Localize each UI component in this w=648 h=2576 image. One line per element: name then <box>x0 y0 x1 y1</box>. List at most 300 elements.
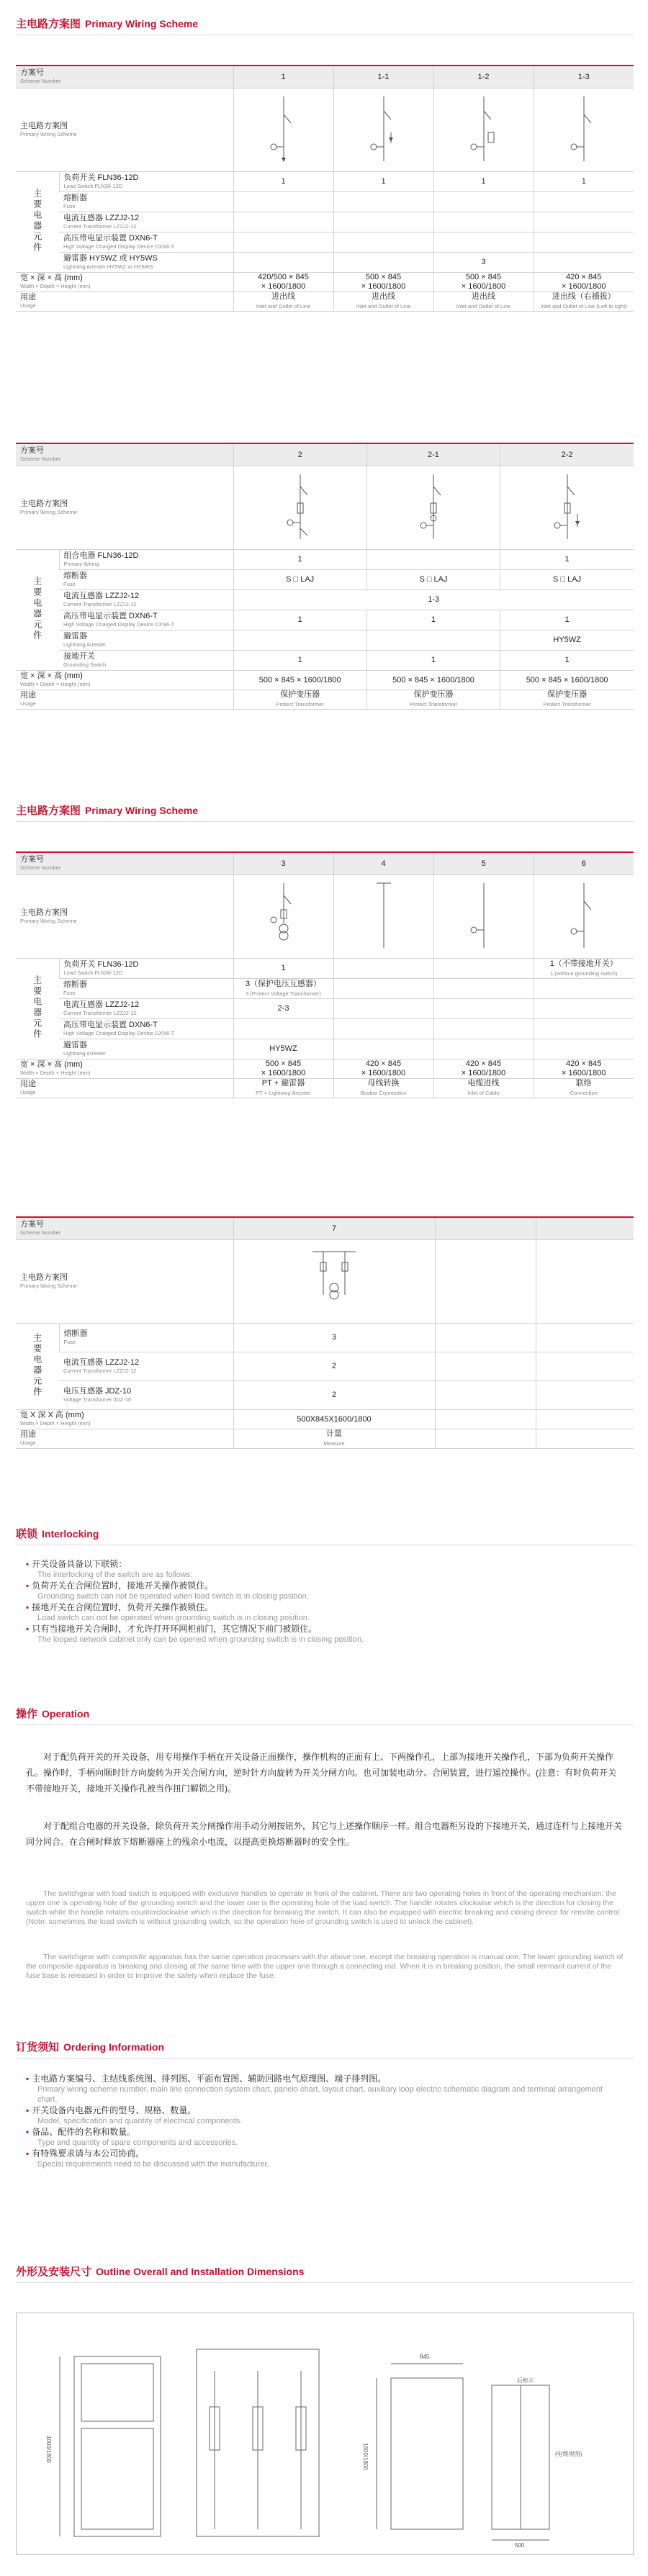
text-span: 电流互感器 LZZJ2-12 <box>63 1357 140 1367</box>
scheme-number: 1-3 <box>534 65 634 89</box>
wiring-diagram-icon <box>362 880 405 952</box>
scheme-number: 2-2 <box>500 443 634 466</box>
text-span: High Voltage Charged Display Device DXN6-T <box>63 620 175 628</box>
table-cell <box>433 979 534 999</box>
table-row <box>16 1352 634 1381</box>
text-span: 有特殊要求请与本公司协商。 <box>32 2148 145 2159</box>
table-cell <box>333 1039 433 1059</box>
text-span: 主电路方案图 <box>20 121 68 130</box>
text-span: Scheme Number <box>20 864 61 871</box>
table-cell <box>233 292 333 312</box>
text-span: Scheme Number <box>20 78 61 84</box>
table-cell <box>233 1019 333 1039</box>
table-cell <box>433 1079 534 1098</box>
table-cell <box>534 999 634 1019</box>
list-item <box>26 1623 624 1635</box>
text-span: Protect Transformer <box>543 701 591 708</box>
wiring-diagram <box>433 89 534 172</box>
table-cell <box>333 1019 433 1039</box>
table-cell <box>233 232 333 253</box>
dim-label: 1600/1800 <box>362 2443 369 2470</box>
table-cell <box>534 1039 634 1059</box>
table-cell <box>16 1217 233 1240</box>
table-cell <box>233 979 333 999</box>
text-span: Width × Depth × Height (mm) <box>20 681 91 687</box>
text-span: Fuse <box>63 989 76 996</box>
table-cell <box>233 192 333 212</box>
list-item <box>26 2126 624 2138</box>
list-item <box>26 1580 624 1591</box>
text-span: 母线转换 <box>367 1079 400 1088</box>
table-row <box>16 292 634 312</box>
table-cell <box>59 550 233 570</box>
text-span: Load Switch FLN36-12D <box>63 969 123 976</box>
table-cell <box>59 232 233 253</box>
text-span: 宽 × 深 × 高 (mm) <box>20 672 83 680</box>
table-cell <box>500 690 634 710</box>
text-span: 电流互感器 LZZJ2-12 <box>63 213 140 222</box>
text-span: 避雷器 <box>63 1040 87 1049</box>
dim-label: 500 <box>515 2542 525 2549</box>
table-cell: 500 × 845 × 1600/1800 <box>233 1059 333 1079</box>
table-cell <box>536 1381 634 1410</box>
table-cell <box>59 1039 233 1059</box>
table-cell <box>435 1352 536 1381</box>
wiring-diagram <box>333 89 433 172</box>
table-cell <box>59 590 233 610</box>
table-row <box>16 631 634 651</box>
table-cell: 500 × 845 × 1600/1800 <box>333 273 433 292</box>
text-span: 进出线 <box>472 292 495 301</box>
text-span: 负荷开关 FLN36-12D <box>63 173 139 182</box>
text-span: Scheme Number <box>20 456 61 462</box>
table-row <box>16 192 634 212</box>
text-span: Fuse <box>63 580 76 587</box>
table-row <box>16 253 634 273</box>
text-span: Interlocking <box>42 1528 99 1540</box>
wiring-diagram-icon <box>562 93 606 165</box>
table-cell <box>435 1429 536 1449</box>
table-cell: 420 × 845 × 1600/1800 <box>333 1059 433 1079</box>
table-cell <box>59 610 233 631</box>
table-row <box>16 1079 634 1098</box>
table-cell: 3 <box>233 1324 435 1352</box>
table-row <box>16 466 634 550</box>
table-row <box>16 1039 634 1059</box>
table-cell <box>433 959 534 979</box>
text-span: 宽 × 深 × 高 (mm) <box>20 274 83 282</box>
table-cell: 1 <box>366 651 500 671</box>
table-row <box>16 273 634 292</box>
table-row <box>16 1217 634 1240</box>
scheme-number: 1-2 <box>433 65 534 89</box>
operation-paragraph-2: 对于配组合电器的开关设备，除负荷开关分闸操作用手动分闸按钮外，其它与上述操作顺序一样。组合电器柜另设的下接地开关，通过连杆与上接地开关同分同合。在合闸时释放下熔断器座上的残余小电流，以提高更换熔断器时的安全性。 <box>26 1821 623 1847</box>
table-row <box>16 1240 634 1324</box>
interlock-list <box>26 1558 624 1645</box>
table-cell <box>16 172 59 273</box>
table-cell <box>59 1324 233 1352</box>
text-span: Scheme Number <box>20 1229 61 1236</box>
scheme-number: 6 <box>534 852 634 875</box>
table-cell <box>536 1324 634 1352</box>
table-row <box>16 852 634 875</box>
text-span: 用途 <box>20 1430 36 1439</box>
table-cell <box>534 1019 634 1039</box>
text-span: PT + Lightning Arrester <box>256 1090 311 1096</box>
section-title-interlocking <box>16 1526 99 1541</box>
table-cell <box>534 232 634 253</box>
table-row <box>16 1059 634 1079</box>
dim-label: (电缆视图) <box>555 2451 582 2457</box>
table-cell <box>59 570 233 590</box>
text-span: Width × Depth × Height (mm) <box>20 1420 91 1427</box>
table-cell <box>536 1240 634 1324</box>
table-cell <box>233 253 333 273</box>
table-row <box>16 875 634 959</box>
scheme-number: 7 <box>233 1217 435 1240</box>
text-span: ▪ <box>26 2127 30 2137</box>
table-cell: 1 <box>500 610 634 631</box>
table-cell: 1 <box>233 172 333 192</box>
wiring-diagram-icon <box>546 471 589 543</box>
operation-paragraph-1: 对于配负荷开关的开关设备，用专用操作手柄在开关设备正面操作，操作机构的正面有上、下两操作孔，上部为接地开关操作孔，下部为负荷开关操作孔。操作时，手柄向顺时针方向旋转为开关合闸方向，逆时针方向旋转为开关分闸方向。也可加装电动分、合闸装置，进行遥控操作。(注意：有时负荷开关不带接地开关，接地开关操作孔被当作扭门解锁之用)。 <box>26 1752 617 1794</box>
scheme-number: 1 <box>233 65 333 89</box>
text-span: 主电路方案图 <box>16 805 81 817</box>
table-cell <box>16 89 233 172</box>
wiring-diagram-icon <box>262 93 305 165</box>
text-span: 进出线 <box>372 292 395 301</box>
table-cell <box>233 1079 333 1098</box>
wiring-table-3 <box>16 851 634 1098</box>
table-cell <box>16 1079 233 1098</box>
table-cell: HY5WZ <box>500 631 634 651</box>
text-span: 备品、配件的名称和数量。 <box>32 2127 136 2137</box>
table-row <box>16 212 634 232</box>
list-item-en: Primary wiring scheme number, main line connection system chart, panelo chart, layout chart, auxiliary loop electric schematic diagram and terminal arrangement chart. <box>37 2085 603 2104</box>
wiring-diagram-icon <box>302 1244 366 1316</box>
wiring-table-1 <box>16 65 634 312</box>
wiring-diagram-icon <box>462 880 505 952</box>
table-cell <box>16 852 233 875</box>
text-span: ▪ <box>26 1559 30 1569</box>
wiring-diagram <box>534 875 634 959</box>
table-row <box>16 1410 634 1429</box>
scheme-number: 2 <box>233 443 366 466</box>
text-span: 用途 <box>20 293 36 302</box>
text-span: 开关设备具备以下联锁： <box>32 1559 127 1569</box>
text-span: 主电路方案编号、主结线系统图、排列图、平面布置图、辅助回路电气原理图、端子排列图。 <box>32 2074 387 2084</box>
list-item-en: Special requirements need to be discussed with the manufacturer. <box>37 2160 269 2169</box>
text-span: Primary Wiring Scheme <box>20 508 77 515</box>
text-span: Width × Depth × Height (mm) <box>20 283 91 289</box>
text-span: ▪ <box>26 2074 30 2084</box>
table-cell <box>16 1429 233 1449</box>
table-cell <box>333 212 433 232</box>
text-span: Usage <box>20 1089 36 1095</box>
text-span: 1（不带接地开关） <box>549 959 618 968</box>
text-span: 电缆进线 <box>467 1079 500 1088</box>
table-cell <box>435 1381 536 1410</box>
table-cell <box>59 253 233 273</box>
text-span: Voltage Transformer JDZ-10 <box>63 1396 132 1403</box>
table-cell <box>59 1019 233 1039</box>
table-cell <box>16 65 233 89</box>
table-row <box>16 671 634 690</box>
section-title-wiring-2 <box>16 803 198 818</box>
text-span: 熔断器 <box>63 1329 88 1338</box>
text-span: 订货须知 <box>16 2041 60 2053</box>
table-cell <box>16 443 233 466</box>
wiring-table-4 <box>16 1216 634 1449</box>
text-span: 保护变压器 <box>413 690 454 699</box>
ordering-list <box>26 2073 624 2169</box>
text-span: 接地开关在合闸位置时，负荷开关操作被锁住。 <box>32 1602 214 1612</box>
text-span: 熔断器 <box>63 571 87 580</box>
table-cell <box>59 979 233 999</box>
wiring-diagram <box>233 89 333 172</box>
table-row <box>16 590 634 610</box>
table-row <box>16 172 634 192</box>
text-span: Current Transformer LZZJ2-12 <box>63 1009 137 1016</box>
table-row <box>16 443 634 466</box>
scheme-number: 1-1 <box>333 65 433 89</box>
text-span: 避雷器 <box>63 631 87 641</box>
text-span: ▪ <box>26 2148 30 2159</box>
table-cell <box>333 232 433 253</box>
text-span: Lightning Arrester HY5WZ or HY5WS <box>63 263 153 270</box>
text-span: Inlet and Outlet of Line <box>456 303 511 309</box>
list-item-en: Grounding switch can not be operated when load switch is in closing position. <box>37 1592 309 1601</box>
table-cell <box>16 273 233 292</box>
text-span: 熔断器 <box>63 980 87 989</box>
table-cell: 1-3 <box>233 590 634 610</box>
table-row <box>16 610 634 631</box>
wiring-diagram-icon <box>279 471 322 543</box>
table-cell <box>333 1079 433 1098</box>
table-cell: 500 × 845 × 1600/1800 <box>233 671 366 690</box>
text-span: Current Transformer LZZJ2-12 <box>63 222 137 230</box>
table-cell <box>59 172 233 192</box>
component-group-label: 主要电器元件 <box>32 1333 42 1398</box>
table-cell <box>233 212 333 232</box>
table-cell: 1 <box>500 651 634 671</box>
table-cell <box>366 550 500 570</box>
table-cell <box>433 999 534 1019</box>
table-cell <box>366 690 500 710</box>
table-cell <box>59 651 233 671</box>
text-span: Load Switch FLN36-12D <box>63 182 123 189</box>
table-cell <box>16 1324 59 1410</box>
table-cell <box>534 292 634 312</box>
section-title-ordering <box>16 2039 164 2054</box>
text-span: 保护变压器 <box>547 690 588 699</box>
table-cell <box>433 192 534 212</box>
wiring-diagram <box>534 89 634 172</box>
table-cell: 2-3 <box>233 999 333 1019</box>
table-cell <box>433 1039 534 1059</box>
text-span: 1 (without grounding switch) <box>550 970 618 977</box>
section-title-operation <box>16 1706 89 1721</box>
text-span: 主电路方案图 <box>20 908 68 917</box>
text-span: 宽 × 深 × 高 (mm) <box>20 1060 83 1069</box>
wiring-diagram-icon <box>362 93 405 165</box>
table-cell <box>233 690 366 710</box>
table-cell <box>16 671 233 690</box>
text-span: Grounding Switch <box>63 661 107 668</box>
text-span: 组合电器 FLN36-12D <box>63 551 139 560</box>
text-span: 负荷开关在合闸位置时，接地开关操作被锁住。 <box>32 1581 214 1591</box>
text-span: Primary Wiring Scheme <box>85 805 199 816</box>
text-span: 开关设备内电器元件的型号、规格、数量。 <box>32 2105 197 2115</box>
table-row <box>16 1324 634 1352</box>
text-span: Current Transformer LZZJ2-12 <box>63 1367 137 1374</box>
table-cell <box>366 631 500 651</box>
text-span: Lightning Arrester <box>63 1049 106 1057</box>
component-group-label: 主要电器元件 <box>32 189 42 253</box>
table-cell <box>534 212 634 232</box>
scheme-number: 2-1 <box>366 443 500 466</box>
operation-paragraph-1-en: The switchgear with load switch is equipped with exclusive handles to operate in front of the cabinet. There are two operating holes in front of the operating mechanism: the upper one is operating hole of the grounding switch and the lower one is the operating hole of the load switch. The handle rotates clockwise which is the direction for closing the switch while the handle rotates counterclockwise which is the direction for breaking the switch. It can also be equipped with electric breaking and closing device for remote control. (Note: sometimes the load switch is without grounding switch, so the operation hole of grounding switch is used to unlock the cabinet). <box>26 1889 622 1926</box>
table-cell: HY5WZ <box>233 1039 333 1059</box>
table-cell <box>534 253 634 273</box>
text-span: Current Transformer LZZJ2-12 <box>63 600 137 607</box>
text-span: Operation <box>42 1708 90 1719</box>
table-cell <box>536 1410 634 1429</box>
table-cell <box>435 1410 536 1429</box>
table-row <box>16 570 634 590</box>
text-span: Connection <box>570 1090 598 1096</box>
table-cell: 1 <box>534 172 634 192</box>
section-title-en: Primary Wiring Scheme <box>85 18 199 30</box>
text-span: 保护变压器 <box>280 690 320 699</box>
scheme-number: 5 <box>433 852 534 875</box>
table-cell <box>435 1324 536 1352</box>
table-cell: 1 <box>233 610 366 631</box>
text-span: 主电路方案图 <box>20 1273 68 1282</box>
text-span: Protect Transformer <box>276 701 324 708</box>
text-span: 熔断器 <box>63 193 87 202</box>
table-cell: 1 <box>500 550 634 570</box>
table-cell <box>59 192 233 212</box>
wiring-diagram-icon <box>262 880 305 952</box>
text-span: Lightning Arrester <box>63 641 106 648</box>
table-cell <box>59 959 233 979</box>
table-cell <box>433 292 534 312</box>
table-header-row <box>16 65 634 89</box>
text-span: Protect Transformer <box>409 701 458 708</box>
text-span: Inlet and Outlet of Line <box>356 303 411 309</box>
text-span: 计量 <box>326 1429 342 1438</box>
text-span: ▪ <box>26 1602 30 1612</box>
table-cell: 1 <box>233 651 366 671</box>
table-row <box>16 690 634 710</box>
wiring-diagram <box>233 466 366 550</box>
table-cell: S □ LAJ <box>366 570 500 590</box>
wiring-diagram <box>500 466 634 550</box>
dim-label: 1000/1800 <box>45 2436 52 2463</box>
text-span: 进出线 <box>271 292 295 301</box>
text-span: 避雷器 HY5WZ 或 HY5WS <box>63 253 158 263</box>
text-span: 高压带电显示装置 DXN6-T <box>63 1020 158 1029</box>
text-span: 用途 <box>20 1080 36 1088</box>
table-cell <box>59 1352 233 1381</box>
table-cell: 1 <box>333 172 433 192</box>
text-span: 电流互感器 LZZJ2-12 <box>63 591 140 600</box>
text-span: Primary Wiring <box>63 560 99 567</box>
table-cell: 420 × 845 × 1600/1800 <box>534 1059 634 1079</box>
list-item <box>26 2073 624 2084</box>
table-row <box>16 550 634 570</box>
section-title-dimensions <box>16 2264 304 2279</box>
wiring-diagram <box>233 875 333 959</box>
text-span: 电压互感器 JDZ-10 <box>63 1386 132 1396</box>
table-row <box>16 979 634 999</box>
table-cell: S □ LAJ <box>233 570 366 590</box>
section-rule <box>16 2282 634 2283</box>
text-span: Inlet and Outlet of Line (Left to right) <box>540 303 627 309</box>
text-span: 操作 <box>16 1708 38 1720</box>
wiring-diagram <box>433 875 534 959</box>
text-span: Busbar Connection <box>360 1090 407 1096</box>
text-span: 方案号 <box>20 1220 44 1229</box>
table-cell: 3 <box>433 253 534 273</box>
text-span: 方案号 <box>20 446 44 455</box>
text-span: 主电路方案图 <box>20 499 68 508</box>
text-span: 高压带电显示装置 DXN6-T <box>63 611 158 620</box>
table-cell: 1 <box>233 959 333 979</box>
table-row <box>16 651 634 671</box>
table-cell: 500 × 845 × 1600/1800 <box>366 671 500 690</box>
list-item <box>26 2105 624 2116</box>
table-cell <box>433 232 534 253</box>
text-span: ▪ <box>26 1581 30 1591</box>
text-span: 联络 <box>575 1079 592 1088</box>
dim-label: 后柜示 <box>517 2377 534 2384</box>
table-cell <box>333 959 433 979</box>
wiring-table-2 <box>16 443 634 710</box>
table-cell: 2 <box>233 1352 435 1381</box>
text-span: 接地开关 <box>63 651 95 661</box>
table-cell <box>433 212 534 232</box>
table-cell <box>536 1429 634 1449</box>
table-cell <box>233 631 366 651</box>
text-span: Primary Wiring Scheme <box>20 130 77 137</box>
wiring-diagram <box>333 875 433 959</box>
table-row <box>16 232 634 253</box>
text-span: Primary Wiring Scheme <box>20 917 77 924</box>
table-cell <box>59 999 233 1019</box>
table-cell <box>16 1059 233 1079</box>
text-span: 进出线（右插拔） <box>552 292 616 301</box>
text-span: Usage <box>20 1440 36 1446</box>
text-span: Inlet of Cable <box>467 1090 500 1096</box>
table-cell <box>59 212 233 232</box>
text-span: Inlet and Outlet of Line <box>256 303 311 309</box>
text-span: 高压带电显示装置 DXN6-T <box>63 233 158 243</box>
wiring-diagram <box>233 1240 435 1324</box>
section-rule <box>16 821 634 822</box>
text-span: ▪ <box>26 1624 30 1634</box>
list-item-en: Model, specification and quantity of electrical components. <box>37 2117 243 2125</box>
text-span: 宽 X 深 X 高 (mm) <box>20 1411 84 1419</box>
text-span: Usage <box>20 302 36 309</box>
operation-paragraph-2-en: The switchgear with composite apparatus has the same operation processes with the above one, except the breaking operation is manual one. The lower grounding switch of the composite apparatus is breaking and closing at the same time with the upper one through a connecting rod. When it is in breaking position, the small remnant current of the fuse base is released in order to improve the safety when replace the fuse. <box>26 1953 624 1980</box>
text-span: Width × Depth × Height (mm) <box>20 1070 91 1076</box>
scheme-number: 3 <box>233 852 333 875</box>
component-group-label: 主要电器元件 <box>32 577 42 641</box>
list-item <box>26 1558 624 1570</box>
table-cell <box>16 1240 233 1324</box>
